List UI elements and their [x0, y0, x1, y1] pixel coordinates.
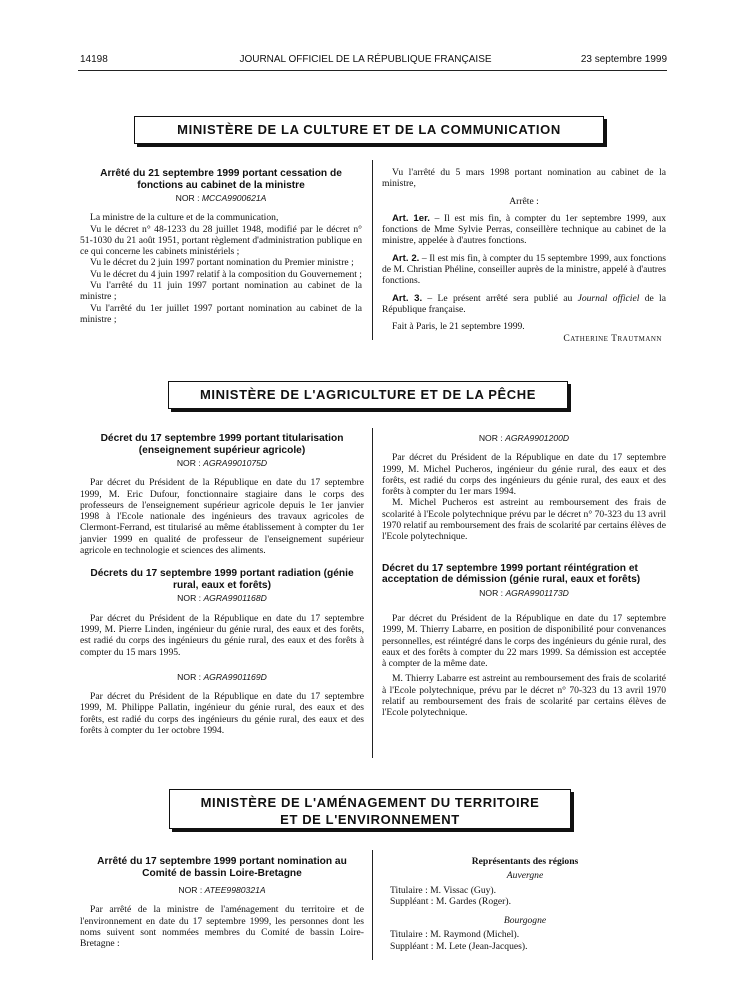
article-2: Art. 2. – Il est mis fin, à compter du 15 septembre 1999, aux fonctions de M. Christian Phéline, conseiller auprès de la ministre, appelé à d'autres fonctions. [382, 252, 666, 287]
arrete-title: Arrêté du 21 septembre 1999 portant cessation de fonctions au cabinet de la ministre [100, 168, 342, 191]
paragraph: Vu le décret du 4 juin 1997 relatif à la composition du Gouvernement ; [90, 268, 362, 280]
column-divider [372, 428, 373, 758]
nor-line: NOR : MCCA9900621A [175, 193, 267, 203]
article-3: Art. 3. – Le présent arrêté sera publié au Journal officiel de la République française. [382, 292, 666, 315]
paragraph: Par décret du Président de la République en date du 17 septembre 1999, M. Philippe Pallatin, ingénieur du génie rural, des eaux et des forêts, est radié du corps des ingénieurs du génie rural, des eaux et des forêts à compter du 1er octobre 1994. [80, 691, 364, 737]
suppleant-line: Suppléant : M. Gardes (Roger). [390, 895, 511, 907]
decret-title: Décret du 17 septembre 1999 portant titularisation (enseignement supérieur agricole) [100, 433, 344, 456]
culture-left-column [80, 168, 362, 325]
paragraph: M. Thierry Labarre est astreint au remboursement des frais de scolarité à l'Ecole polytechnique, prévu par le décret n° 70-323 du 13 avril 1970 relatif au remboursement des frais de scolarité par certains élèves de l'Ecole polytechnique. [382, 673, 666, 719]
header-rule [78, 70, 667, 71]
titulaire-line: Titulaire : M. Vissac (Guy). [390, 884, 497, 896]
environment-right-column [390, 856, 660, 952]
issue-date: 23 septembre 1999 [580, 54, 667, 65]
environment-left-column [80, 856, 364, 949]
paragraph: Par décret du Président de la République en date du 17 septembre 1999, M. Michel Pucheros, ingénieur du génie rural, des eaux et des forêts, est radié du corps des ingénieurs du génie rural, des eaux et des forêts à compter du 1er mars 1994. [382, 452, 666, 498]
paragraph: Vu le décret n° 48-1233 du 28 juillet 1948, modifié par le décret n° 51-1030 du 21 août 1951, portant règlement d'administration publique en ce qui concerne les cabinets ministériels ; [80, 223, 362, 258]
arrete-title: Arrêté du 17 septembre 1999 portant nomination au Comité de bassin Loire-Bretagne [97, 856, 347, 879]
nor-line: NOR : AGRA9901168D [177, 593, 267, 604]
decret-title: Décret du 17 septembre 1999 portant réintégration et acceptation de démission (génie rural, eaux et forêts) [382, 562, 641, 586]
nor-line: NOR : AGRA9901200D [478, 433, 570, 443]
signature-date: Fait à Paris, le 21 septembre 1999. [392, 321, 525, 333]
decret-title: Décrets du 17 septembre 1999 portant radiation (génie rural, eaux et forêts) [90, 568, 354, 591]
ministry-banner-culture: MINISTÈRE DE LA CULTURE ET DE LA COMMUNICATION [134, 116, 604, 144]
paragraph: M. Michel Pucheros est astreint au remboursement des frais de scolarité à l'Ecole polytechnique prévu par le décret n° 70-323 du 13 avril 1970 relatif au remboursement des frais de scolarité par certains élèves de l'Ecole polytechnique. [382, 497, 666, 543]
nor-line: NOR : ATEE9980321A [178, 885, 266, 895]
column-divider [372, 850, 373, 960]
nor-line: NOR : AGRA9901173D [479, 587, 569, 598]
signature: Catherine Trautmann [563, 332, 662, 344]
region-heading: Auvergne [506, 870, 544, 882]
paragraph: Par décret du Président de la République en date du 17 septembre 1999, M. Pierre Linden, ingénieur du génie rural, des eaux et des forêts, est radié du corps des ingénieurs du génie rural, des eaux et des forêts à compter du 15 mars 1995. [80, 612, 364, 658]
paragraph: Vu l'arrêté du 11 juin 1997 portant nomination au cabinet de la ministre ; [80, 280, 362, 303]
page-number: 14198 [80, 54, 108, 65]
article-1: Art. 1er. – Il est mis fin, à compter du 1er septembre 1999, aux fonctions de Mme Sylvie Perras, conseillère technique au cabinet de la ministre, appelée à d'autres fonctions. [382, 212, 666, 247]
paragraph: Par décret du Président de la République en date du 17 septembre 1999, M. Eric Dufour, fonctionnaire stagiaire dans le corps des professeurs de l'enseignement supérieur agricole depuis le 1er janvier 1998 à l'Ecole nationale des ingénieurs des travaux agricoles de Clermont-Ferrand, est titularisé au même établissement à compter du 1er janvier 1999 en qualité de professeur de l'enseignement supérieur agricole en technologie et sciences des aliments. [80, 477, 364, 557]
paragraph: La ministre de la culture et de la communication, [90, 212, 279, 224]
nor-line: NOR : AGRA9901075D [176, 458, 268, 468]
journal-title: JOURNAL OFFICIEL DE LA RÉPUBLIQUE FRANÇAISE [239, 54, 492, 65]
agriculture-left-column [80, 433, 364, 736]
paragraph: Vu l'arrêté du 1er juillet 1997 portant nomination au cabinet de la ministre ; [80, 302, 362, 325]
paragraph: Vu le décret du 2 juin 1997 portant nomination du Premier ministre ; [90, 257, 354, 269]
culture-right-column [382, 167, 666, 344]
column-divider [372, 160, 373, 340]
agriculture-right-column [382, 431, 666, 719]
paragraph: Vu l'arrêté du 5 mars 1998 portant nomination au cabinet de la ministre, [382, 167, 666, 190]
banner-line: MINISTÈRE DE L'AMÉNAGEMENT DU TERRITOIRE [200, 795, 540, 810]
suppleant-line: Suppléant : M. Lete (Jean-Jacques). [390, 940, 528, 952]
paragraph: Par décret du Président de la République en date du 17 septembre 1999, M. Thierry Labarre, en position de disponibilité pour convenances personnelles, est réintégré dans le corps des ingénieurs du génie rural, des eaux et des forêts à compter du 22 mars 1999. Sa démission est acceptée à compter de la même date. [382, 612, 666, 670]
region-heading: Bourgogne [503, 915, 547, 927]
representatives-heading: Représentants des régions [471, 856, 579, 867]
paragraph: Par arrêté de la ministre de l'aménagement du territoire et de l'environnement en date du 17 septembre 1999, les personnes dont les noms suivent sont nommées membres du Comité de bassin Loire-Bretagne : [80, 904, 364, 950]
titulaire-line: Titulaire : M. Raymond (Michel). [390, 929, 520, 941]
ministry-banner-environment [169, 789, 571, 829]
nor-line: NOR : AGRA9901169D [177, 671, 267, 682]
ministry-banner-agriculture: MINISTÈRE DE L'AGRICULTURE ET DE LA PÊCHE [168, 381, 568, 409]
arrete-heading: Arrête : [509, 195, 539, 207]
banner-line: ET DE L'ENVIRONNEMENT [280, 812, 460, 827]
